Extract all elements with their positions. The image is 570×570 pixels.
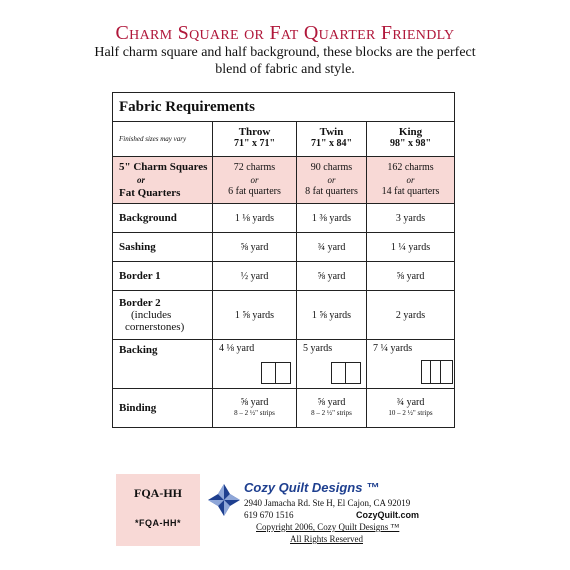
binding-strips: 10 – 2 ½" strips bbox=[388, 409, 433, 417]
backing-amount: 4 ⅛ yard bbox=[219, 343, 255, 354]
seam-line bbox=[440, 361, 441, 383]
charm-or: or bbox=[250, 175, 259, 185]
fabric-requirements-table bbox=[112, 92, 455, 428]
binding-throw bbox=[213, 389, 297, 428]
binding-twin bbox=[297, 389, 367, 428]
border1-throw: ½ yard bbox=[213, 262, 297, 291]
fat-quarter-count: 8 fat quarters bbox=[305, 186, 358, 197]
border1-row bbox=[113, 262, 455, 291]
charm-count: 90 charms bbox=[310, 162, 353, 173]
background-king: 3 yards bbox=[367, 204, 455, 233]
sashing-twin: ¾ yard bbox=[297, 233, 367, 262]
sku-code: FQA-HH bbox=[134, 486, 182, 500]
binding-label: Binding bbox=[113, 389, 213, 428]
seam-line bbox=[430, 361, 431, 383]
backing-amount: 7 ¼ yards bbox=[373, 343, 413, 354]
border1-king: ⅝ yard bbox=[367, 262, 455, 291]
background-row bbox=[113, 204, 455, 233]
pattern-title: Charm Square or Fat Quarter Friendly bbox=[115, 22, 455, 44]
background-label: Background bbox=[113, 204, 213, 233]
border2-king: 2 yards bbox=[367, 291, 455, 340]
backing-label: Backing bbox=[113, 340, 213, 389]
company-address: 2940 Jamacha Rd. Ste H, El Cajon, CA 92019 bbox=[244, 498, 411, 508]
size-name: Throw bbox=[238, 126, 271, 138]
sku-box bbox=[116, 474, 200, 546]
fat-quarter-count: 14 fat quarters bbox=[381, 186, 440, 197]
table-heading: Fabric Requirements bbox=[113, 93, 455, 122]
binding-strips: 8 – 2 ½" strips bbox=[311, 409, 352, 417]
copyright-notice: Copyright 2006, Cozy Quilt Designs ™ bbox=[256, 522, 400, 532]
backing-panel-diagram bbox=[331, 362, 361, 384]
size-king bbox=[367, 122, 455, 157]
company-name: Cozy Quilt Designs ™ bbox=[244, 480, 380, 495]
size-name: Twin bbox=[319, 126, 344, 138]
backing-throw bbox=[213, 340, 297, 389]
binding-row bbox=[113, 389, 455, 428]
size-note: Finished sizes may vary bbox=[113, 122, 213, 157]
charm-label-line1: 5" Charm Squares bbox=[119, 160, 208, 173]
size-header-row bbox=[113, 122, 455, 157]
border1-twin: ⅝ yard bbox=[297, 262, 367, 291]
border2-label-sub1: (includes bbox=[131, 309, 172, 321]
backing-row bbox=[113, 340, 455, 389]
border2-label-sub2: cornerstones) bbox=[125, 321, 185, 333]
charm-count: 162 charms bbox=[387, 162, 434, 173]
border2-throw: 1 ⅝ yards bbox=[213, 291, 297, 340]
border2-label-main: Border 2 bbox=[119, 297, 161, 309]
seam-line bbox=[275, 363, 276, 383]
charm-label bbox=[113, 157, 213, 204]
binding-yard: ¾ yard bbox=[396, 397, 425, 408]
charm-count: 72 charms bbox=[233, 162, 276, 173]
charm-or: or bbox=[406, 175, 415, 185]
size-throw bbox=[213, 122, 297, 157]
size-name: King bbox=[398, 126, 423, 138]
sashing-throw: ⅝ yard bbox=[213, 233, 297, 262]
charm-or: or bbox=[327, 175, 336, 185]
border1-label: Border 1 bbox=[113, 262, 213, 291]
charm-throw bbox=[213, 157, 297, 204]
border2-label bbox=[113, 291, 213, 340]
backing-king bbox=[367, 340, 455, 389]
charm-label-line3: Fat Quarters bbox=[119, 186, 181, 199]
sashing-row bbox=[113, 233, 455, 262]
charm-twin bbox=[297, 157, 367, 204]
rights-reserved: All Rights Reserved bbox=[290, 534, 363, 544]
background-throw: 1 ⅛ yards bbox=[213, 204, 297, 233]
charm-king bbox=[367, 157, 455, 204]
border2-row bbox=[113, 291, 455, 340]
size-twin bbox=[297, 122, 367, 157]
company-website: CozyQuilt.com bbox=[356, 510, 420, 520]
pattern-subtitle: Half charm square and half background, these blocks are the perfect blend of fabric and style. bbox=[94, 45, 476, 77]
fat-quarter-count: 6 fat quarters bbox=[228, 186, 281, 197]
background-twin: 1 ⅜ yards bbox=[297, 204, 367, 233]
binding-king bbox=[367, 389, 455, 428]
backing-amount: 5 yards bbox=[303, 343, 333, 354]
charm-squares-row bbox=[113, 157, 455, 204]
size-dims: 98" x 98" bbox=[389, 138, 432, 149]
sashing-label: Sashing bbox=[113, 233, 213, 262]
backing-panel-diagram bbox=[261, 362, 291, 384]
charm-label-or: or bbox=[137, 174, 146, 185]
sku-barcode-text: *FQA-HH* bbox=[135, 518, 181, 528]
backing-twin bbox=[297, 340, 367, 389]
quilt-star-logo-icon bbox=[206, 482, 242, 518]
size-dims: 71" x 84" bbox=[310, 138, 353, 149]
sashing-king: 1 ¼ yards bbox=[367, 233, 455, 262]
binding-yard: ⅝ yard bbox=[240, 397, 269, 408]
size-dims: 71" x 71" bbox=[233, 138, 276, 149]
binding-yard: ⅝ yard bbox=[317, 397, 346, 408]
backing-panel-diagram bbox=[421, 360, 453, 384]
border2-twin: 1 ⅝ yards bbox=[297, 291, 367, 340]
company-phone: 619 670 1516 bbox=[244, 510, 294, 520]
seam-line bbox=[345, 363, 346, 383]
binding-strips: 8 – 2 ½" strips bbox=[234, 409, 275, 417]
